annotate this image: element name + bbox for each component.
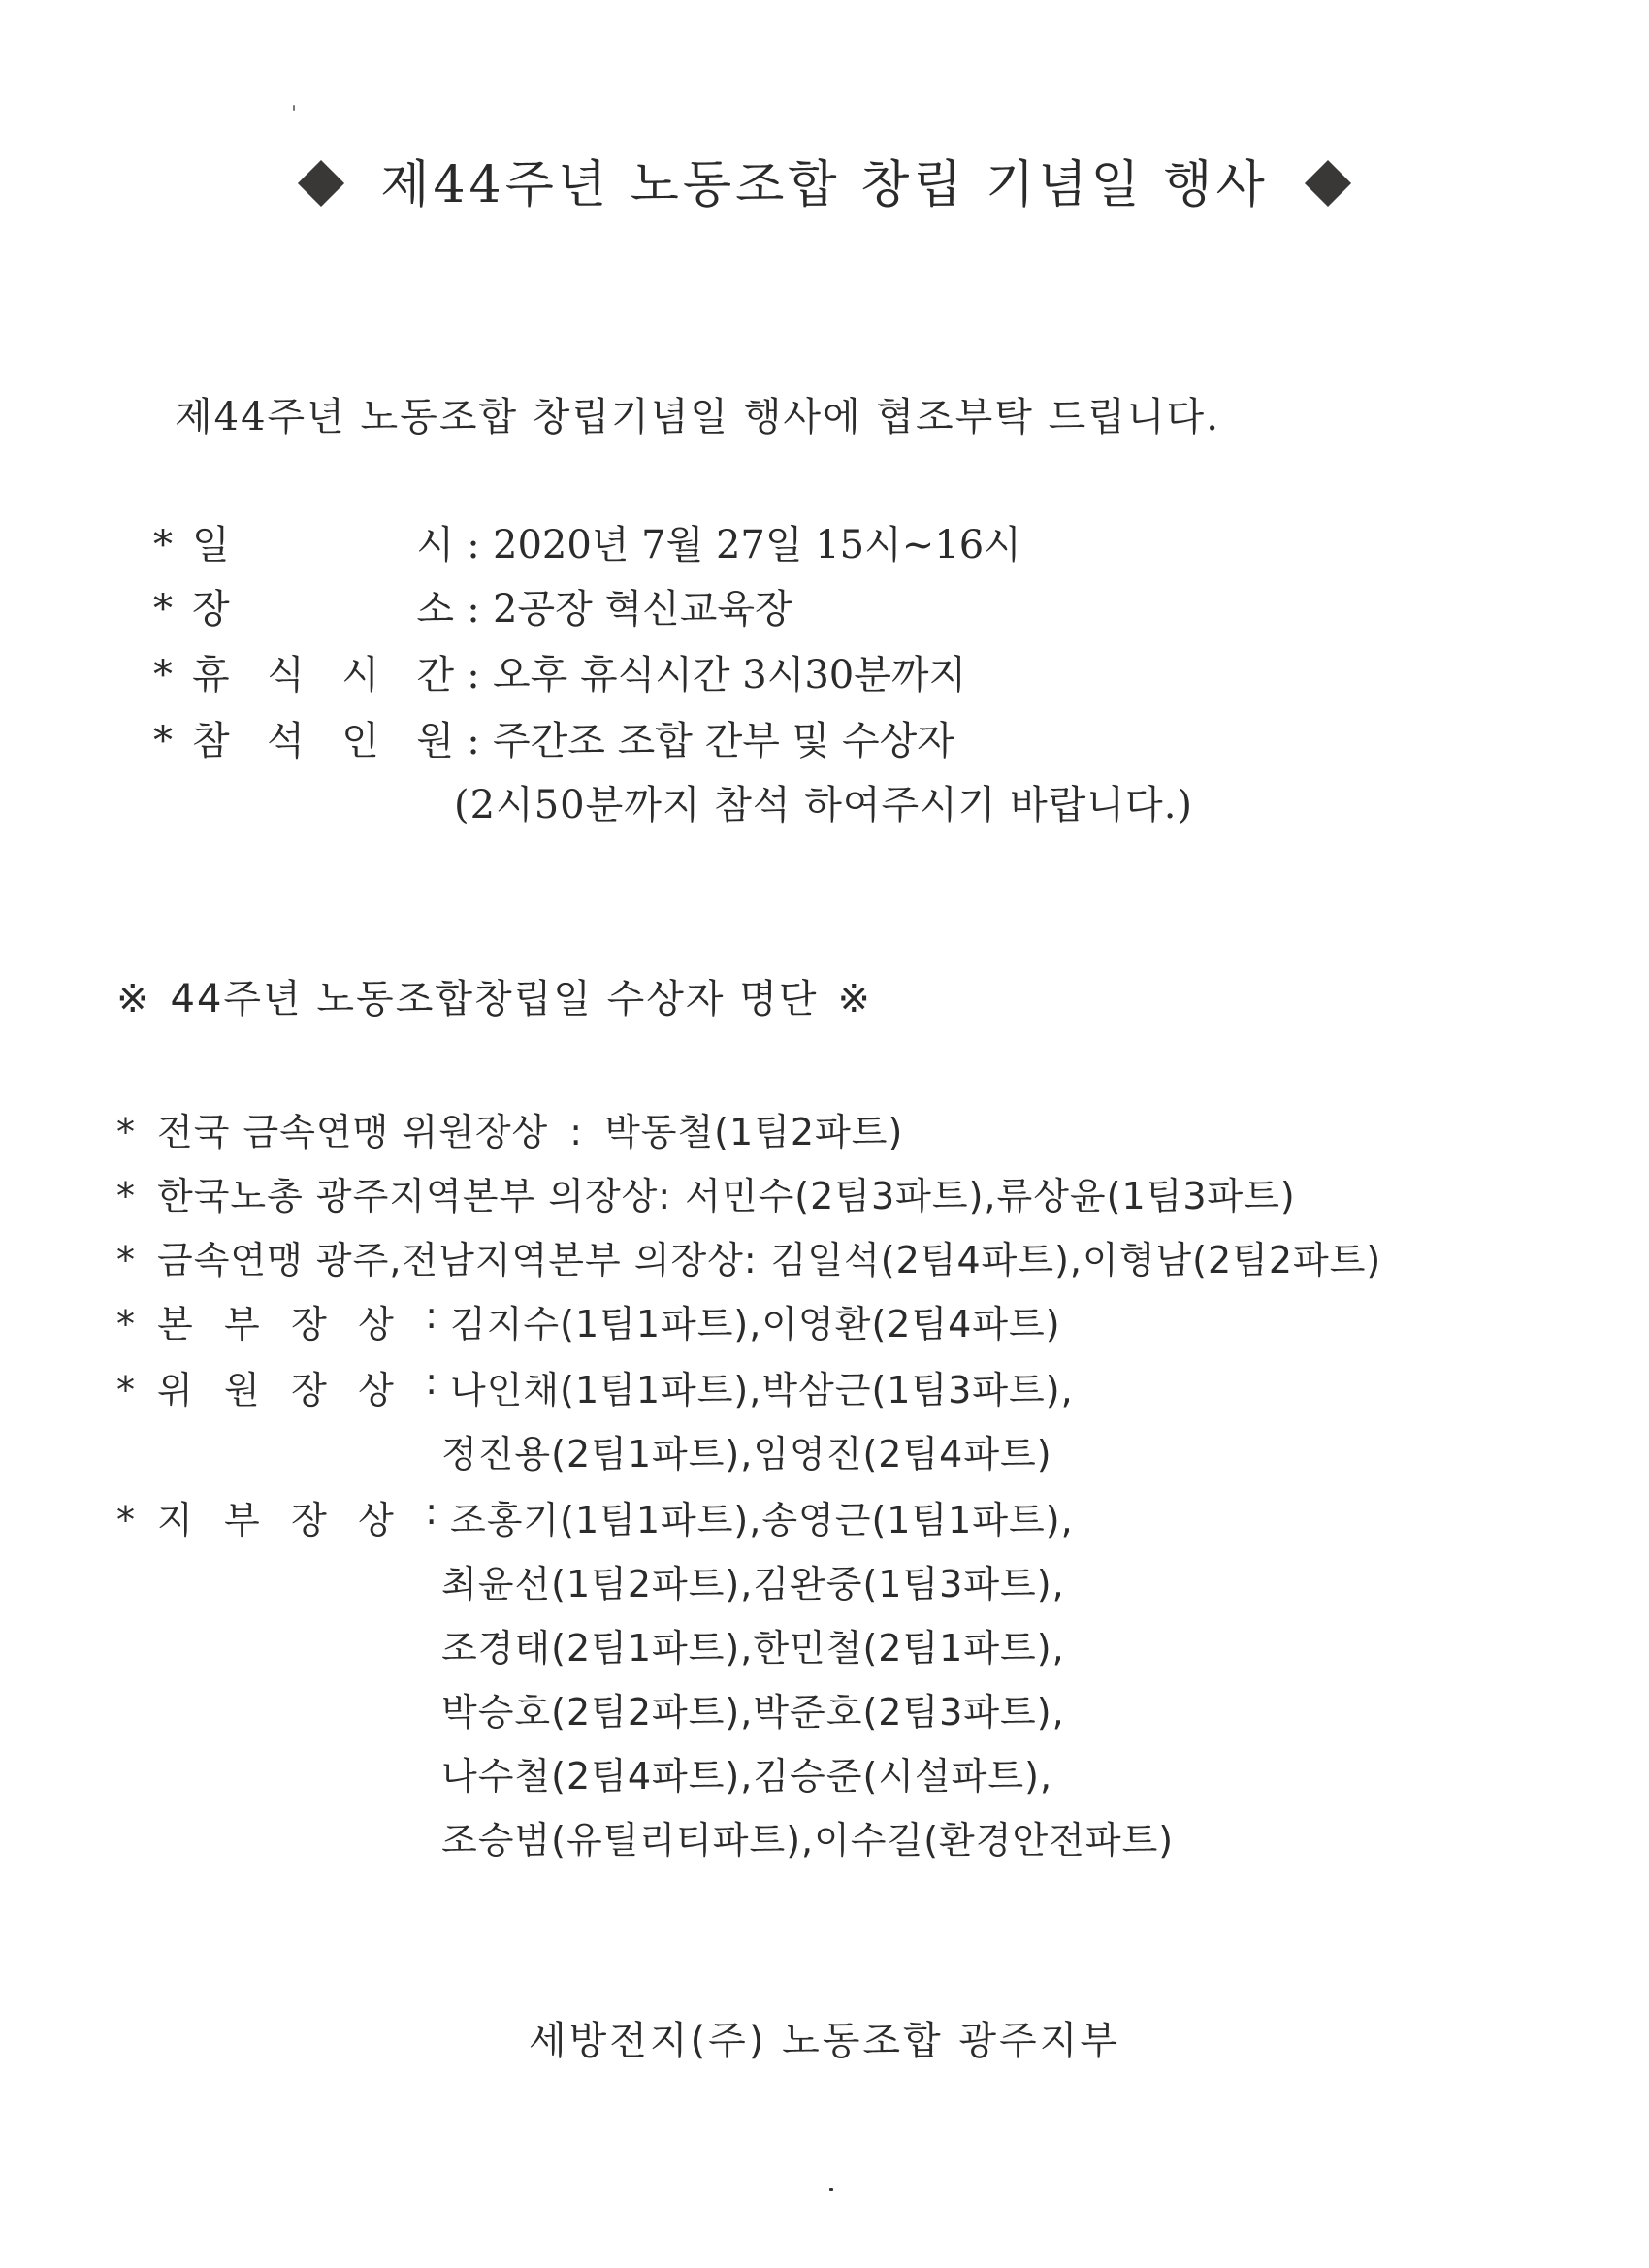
award-row	[116, 1490, 1074, 1543]
award-row	[116, 1102, 903, 1155]
label-char: 소	[416, 587, 454, 632]
info-row-datetime	[153, 514, 1021, 569]
label-char: 본	[157, 1303, 194, 1345]
info-value: 2공장 혁신교육장	[493, 587, 792, 632]
award-recipients-continued: 조경태(2팀1파트),한민철(2팀1파트),	[441, 1627, 1065, 1669]
colon: :	[425, 1360, 438, 1403]
asterisk-bullet: *	[153, 587, 173, 632]
label-char: 석	[267, 719, 305, 763]
award-row	[116, 1230, 1381, 1283]
award-recipients-continued: 최윤선(1팀2파트),김완중(1팀3파트),	[441, 1563, 1065, 1605]
label-char: 장	[291, 1369, 328, 1411]
award-label	[157, 1360, 450, 1413]
section-title-text: 44주년 노동조합창립일 수상자 명단	[170, 977, 819, 1021]
label-char: 상	[358, 1369, 395, 1411]
label-char: 원	[416, 719, 454, 763]
colon: :	[467, 523, 480, 567]
label-char: 지	[157, 1499, 194, 1541]
label-char: 장	[291, 1303, 328, 1345]
label-char: 참	[192, 719, 230, 763]
label-char: 일	[192, 523, 230, 567]
colon: :	[467, 653, 480, 697]
colon: :	[569, 1111, 584, 1153]
title-text: 제44주년 노동조합 창립 기념일 행사	[380, 156, 1269, 214]
award-row	[116, 1360, 1074, 1413]
award-label: 금속연맹 광주,전남지역본부 의장상:	[157, 1239, 758, 1281]
colon: :	[425, 1490, 438, 1533]
reference-mark-icon: ※	[837, 977, 873, 1021]
asterisk-bullet: *	[116, 1369, 136, 1411]
label-char: 간	[416, 653, 454, 697]
label-char: 휴	[192, 653, 230, 697]
info-row-break-time	[153, 644, 966, 699]
award-label	[157, 1294, 450, 1347]
info-value: 오후 휴식시간 3시30분까지	[493, 653, 967, 697]
award-recipients-continued: 정진용(2팀1파트),임영진(2팀4파트)	[441, 1433, 1052, 1475]
award-recipients: 조홍기(1팀1파트),송영근(1팀1파트),	[450, 1499, 1074, 1541]
scan-speck	[829, 2188, 833, 2191]
label-char: 원	[224, 1369, 261, 1411]
label-char: 식	[267, 653, 305, 697]
issuer-signature: 세방전지(주) 노동조합 광주지부	[529, 2019, 1120, 2063]
colon: :	[467, 719, 480, 763]
award-label: 전국 금속연맹 위원장상	[157, 1111, 549, 1153]
attendance-note: (2시50분까지 참석 하여주시기 바랍니다.)	[454, 783, 1194, 827]
intro-text: 제44주년 노동조합 창립기념일 행사에 협조부탁 드립니다.	[175, 395, 1220, 439]
reference-mark-icon: ※	[116, 977, 151, 1021]
award-recipients: 김일석(2팀4파트),이형남(2팀2파트)	[770, 1239, 1382, 1281]
award-label: 한국노총 광주지역본부 의장상:	[157, 1175, 672, 1217]
black-diamond-icon	[1305, 159, 1351, 206]
info-label	[192, 514, 454, 569]
award-recipients: 김지수(1팀1파트),이영환(2팀4파트)	[450, 1303, 1061, 1345]
award-label	[157, 1490, 450, 1543]
asterisk-bullet: *	[153, 653, 173, 697]
award-recipients-continued: 나수철(2팀4파트),김승준(시설파트),	[441, 1755, 1053, 1798]
asterisk-bullet: *	[153, 719, 173, 763]
asterisk-bullet: *	[116, 1303, 136, 1345]
info-label	[192, 578, 454, 633]
label-char: 위	[157, 1369, 194, 1411]
award-recipients: 박동철(1팀2파트)	[604, 1111, 904, 1153]
info-value: 주간조 조합 간부 및 수상자	[493, 719, 954, 763]
colon: :	[467, 587, 480, 632]
award-recipients: 나인채(1팀1파트),박삼근(1팀3파트),	[450, 1369, 1074, 1411]
award-recipients-continued: 조승범(유틸리티파트),이수길(환경안전파트)	[441, 1819, 1175, 1862]
label-char: 시	[341, 653, 379, 697]
label-char: 부	[224, 1499, 261, 1541]
info-value: 2020년 7월 27일 15시~16시	[493, 523, 1021, 567]
asterisk-bullet: *	[153, 523, 173, 567]
label-char: 장	[291, 1499, 328, 1541]
label-char: 상	[358, 1499, 395, 1541]
award-recipients-continued: 박승호(2팀2파트),박준호(2팀3파트),	[441, 1691, 1065, 1733]
info-row-location	[153, 578, 792, 633]
asterisk-bullet: *	[116, 1175, 136, 1217]
label-char: 인	[341, 719, 379, 763]
document-title	[0, 144, 1649, 216]
asterisk-bullet: *	[116, 1111, 136, 1153]
award-row	[116, 1294, 1061, 1347]
label-char: 부	[224, 1303, 261, 1345]
info-label	[192, 644, 454, 699]
awards-section-title	[116, 968, 872, 1023]
black-diamond-icon	[298, 159, 344, 206]
info-row-attendees	[153, 710, 954, 765]
label-char: 장	[192, 587, 230, 632]
info-label	[192, 710, 454, 765]
asterisk-bullet: *	[116, 1239, 136, 1281]
award-recipients: 서민수(2팀3파트),류상윤(1팀3파트)	[685, 1175, 1296, 1217]
scan-speck	[293, 105, 295, 111]
label-char: 시	[416, 523, 454, 567]
asterisk-bullet: *	[116, 1499, 136, 1541]
award-row	[116, 1166, 1296, 1219]
colon: :	[425, 1294, 438, 1337]
label-char: 상	[358, 1303, 395, 1345]
